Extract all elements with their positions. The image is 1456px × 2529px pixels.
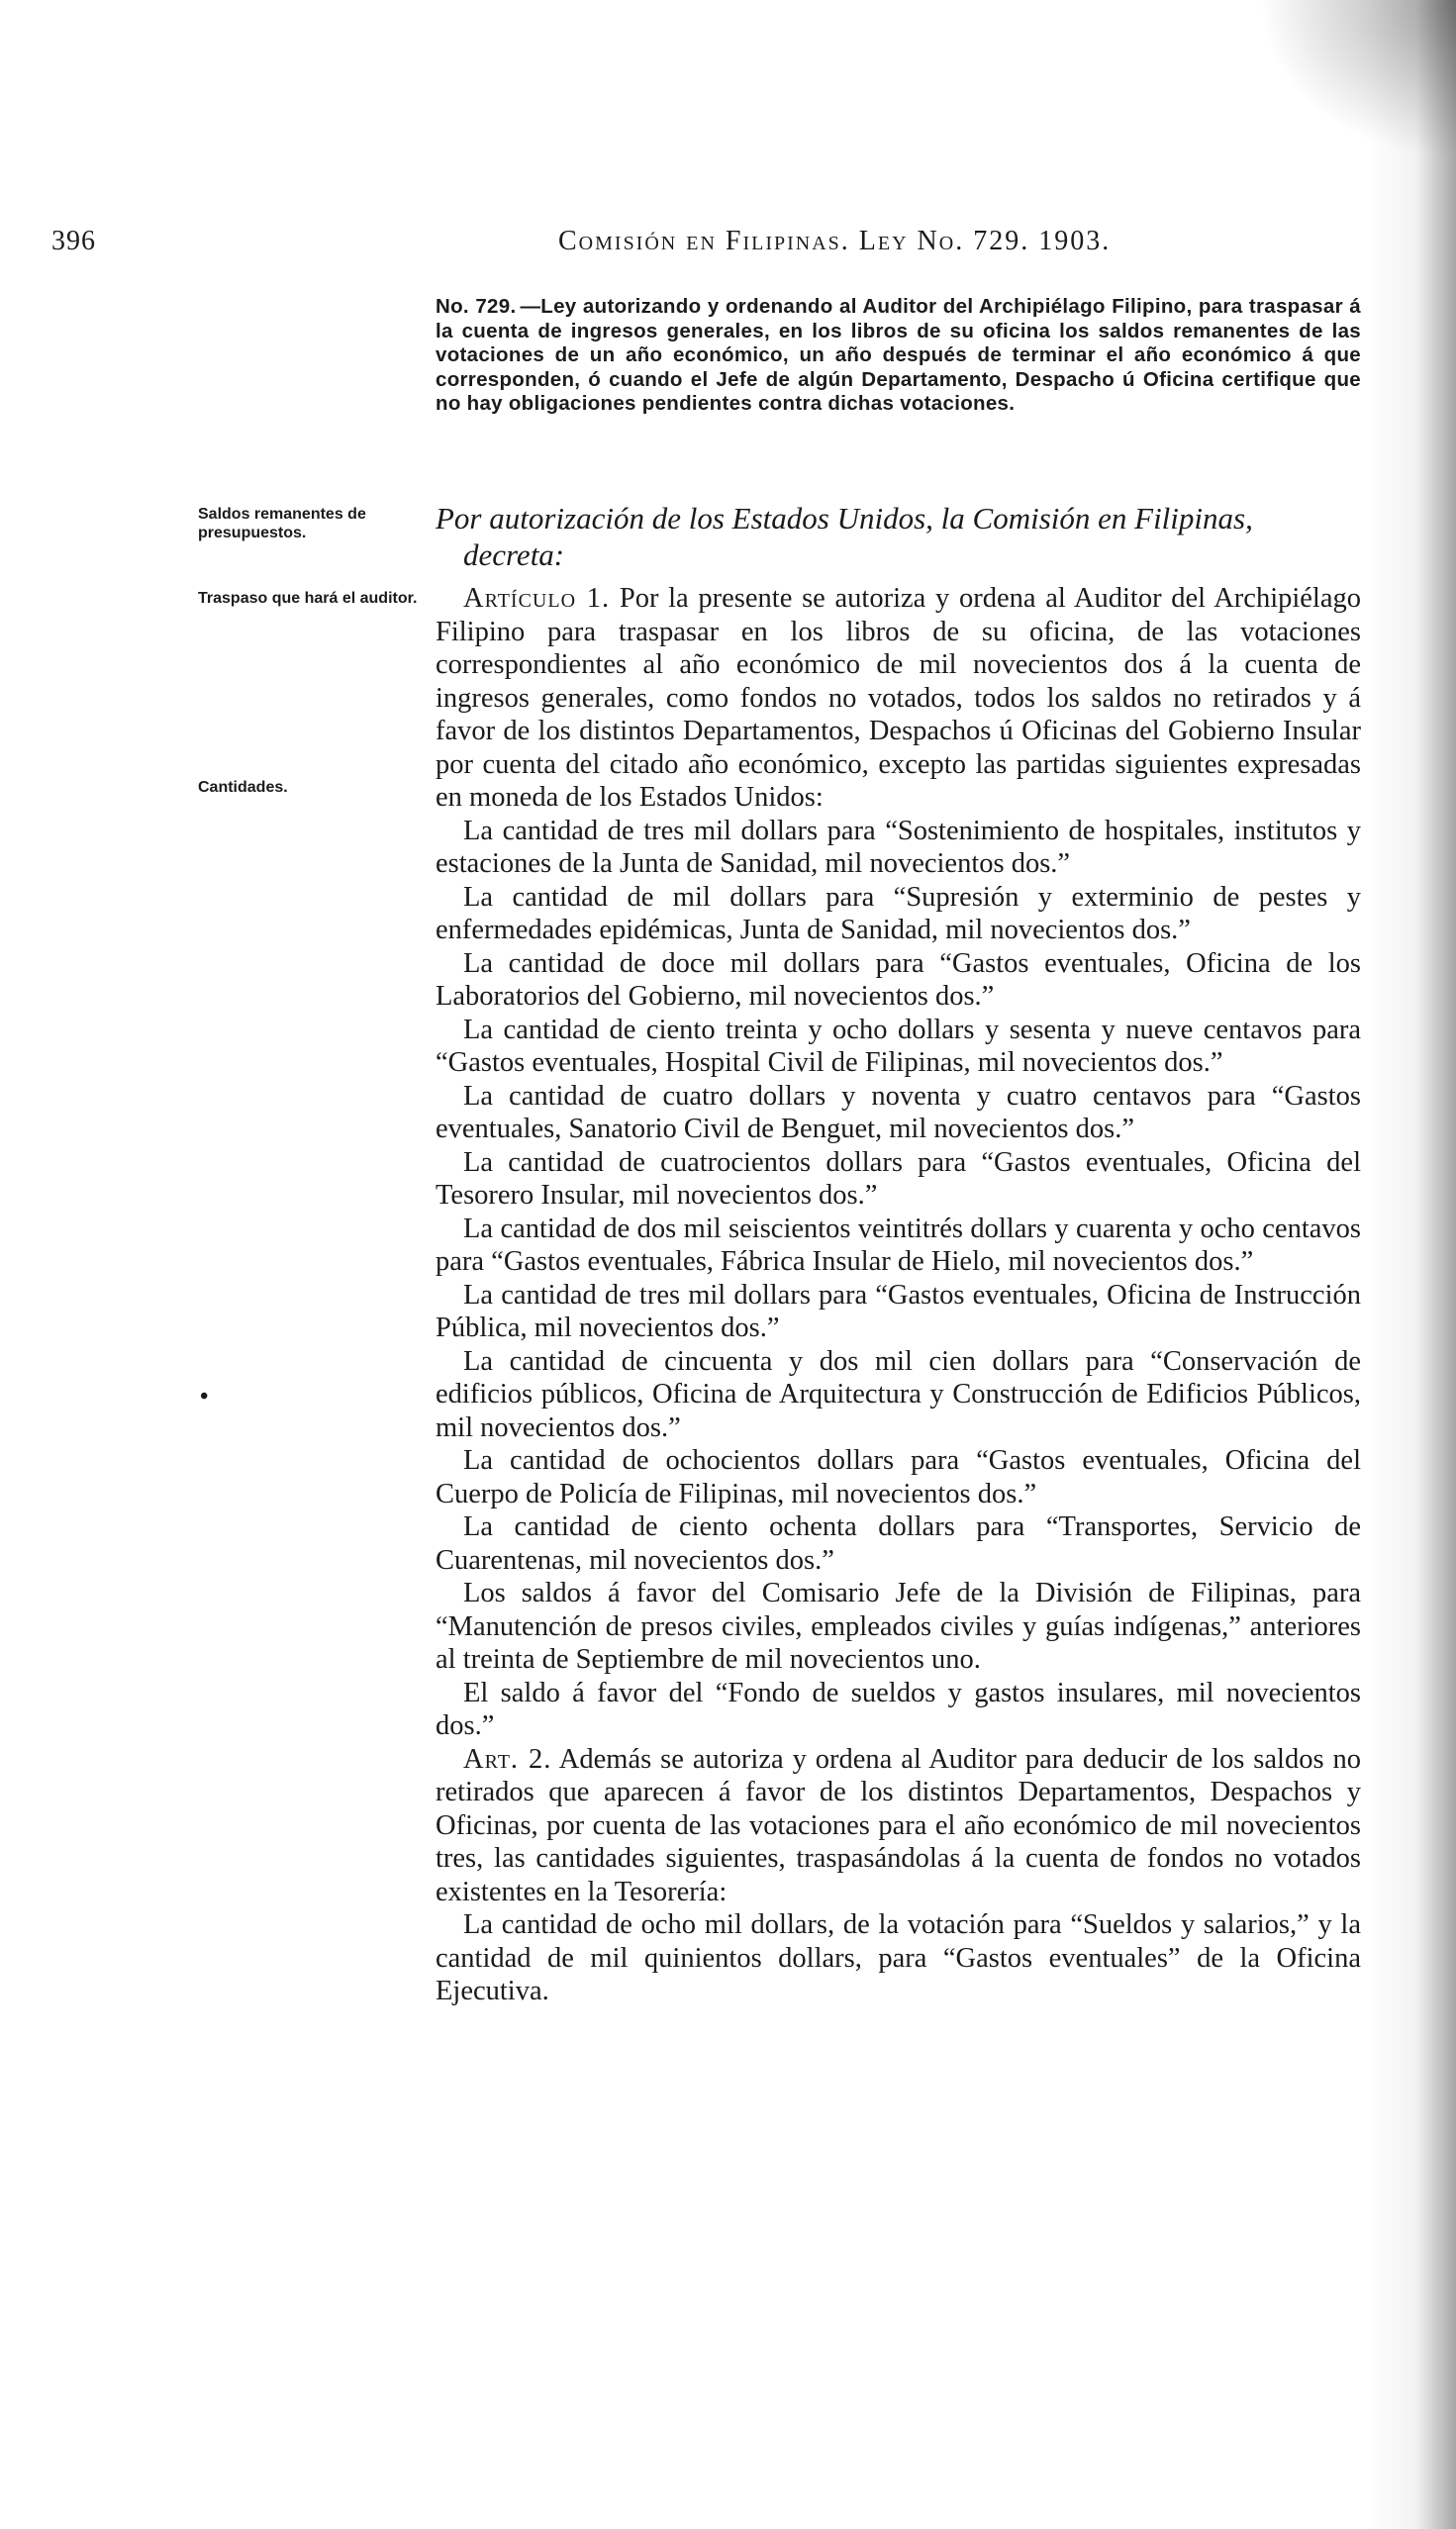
scan-corner-shadow [1258, 0, 1456, 158]
list-item: El saldo á favor del “Fondo de sueldos y gastos insulares, mil novecientos dos.” [436, 1677, 1361, 1741]
list-item: La cantidad de cuatro dollars y noventa y cuatro centavos para “Gastos eventuales, Sanatorio Civil de Benguet, mil novecientos dos.” [436, 1080, 1361, 1144]
list-item: La cantidad de ochocientos dollars para “Gastos eventuales, Oficina del Cuerpo de Policía de Filipinas, mil novecientos dos.” [436, 1445, 1361, 1509]
articles-body [436, 582, 1361, 2008]
article-1 [436, 582, 1361, 815]
sidenote-traspaso: Traspaso que hará el auditor. [198, 590, 418, 607]
margin-dot-mark: • [200, 1384, 209, 1410]
list-item: La cantidad de dos mil seiscientos veintitrés dollars y cuarenta y ocho centavos para “Gastos eventuales, Fábrica Insular de Hielo, mil novecientos dos.” [436, 1213, 1361, 1277]
list-item: La cantidad de cincuenta y dos mil cien dollars para “Conservación de edificios públicos, Oficina de Arquitectura y Construcción de Edificios Públicos, mil novecientos dos.” [436, 1345, 1361, 1443]
list-item: La cantidad de ciento ochenta dollars para “Transportes, Servicio de Cuarentenas, mil novecientos dos.” [436, 1511, 1361, 1576]
enacting-clause [436, 500, 1361, 573]
article-1-label: Artículo 1. [463, 583, 611, 614]
law-summary-text: —Ley autorizando y ordenando al Auditor del Archipiélago Filipino, para traspasar á la cuenta de ingresos generales, en los libros de su oficina los saldos remanentes de las votaciones de un año económico, un año después de terminar el año económico á que corresponden, ó cuando el Jefe de algún Departamento, Despacho ú Oficina certifique que no hay obligaciones pendientes contra dichas votaciones. [436, 295, 1361, 415]
article-2-text: Además se autoriza y ordena al Auditor para deducir de los saldos no retirados que aparecen á favor de los distintos Departamentos, Despachos y Oficinas, por cuenta de las votaciones para el año económico de mil novecientos tres, las cantidades siguientes, traspasándolas á la cuenta de fondos no votados existentes en la Tesorería: [436, 1743, 1362, 1907]
list-item: La cantidad de ciento treinta y ocho dollars y sesenta y nueve centavos para “Gastos eventuales, Hospital Civil de Filipinas, mil novecientos dos.” [436, 1014, 1361, 1078]
article-1-text: Por la presente se autoriza y ordena al Auditor del Archipiélago Filipino para traspasar en los libros de su oficina, de las votaciones correspondientes al año económico de mil novecientos dos á la cuenta de ingresos generales, como fondos no votados, todos los saldos no retirados y á favor de los distintos Departamentos, Despachos ú Oficinas del Gobierno Insular por cuenta del citado año económico, excepto las partidas siguientes expresadas en moneda de los Estados Unidos: [436, 583, 1362, 813]
article-2-label: Art. 2. [463, 1743, 552, 1775]
running-head-title: Comisión en Filipinas. Ley No. 729. 1903. [558, 226, 1112, 256]
article-2 [436, 1743, 1361, 1909]
law-summary [436, 295, 1361, 417]
enacting-line-1: Por autorización de los Estados Unidos, la Comisión en Filipinas, [436, 501, 1253, 535]
list-item: La cantidad de ocho mil dollars, de la votación para “Sueldos y salarios,” y la cantidad de mil quinientos dollars, para “Gastos eventuales” de la Oficina Ejecutiva. [436, 1909, 1361, 2006]
list-item: La cantidad de doce mil dollars para “Gastos eventuales, Oficina de los Laboratorios del Gobierno, mil novecientos dos.” [436, 947, 1361, 1012]
list-item: Los saldos á favor del Comisario Jefe de la División de Filipinas, para “Manutención de presos civiles, empleados civiles y guías indígenas,” anteriores al treinta de Septiembre de mil novecientos uno. [436, 1578, 1361, 1675]
sidenote-saldos: Saldos remanentes de presupuestos. [198, 506, 366, 541]
scan-edge-shadow [1367, 0, 1456, 2529]
list-item: La cantidad de tres mil dollars para “Gastos eventuales, Oficina de Instrucción Pública, mil novecientos dos.” [436, 1279, 1361, 1343]
list-item: La cantidad de mil dollars para “Supresión y exterminio de pestes y enfermedades epidémicas, Junta de Sanidad, mil novecientos dos.” [436, 881, 1361, 945]
enacting-line-2: decreta: [463, 537, 565, 572]
law-number: No. 729. [436, 295, 517, 318]
sidenote-cantidades: Cantidades. [198, 779, 288, 796]
list-item: La cantidad de cuatrocientos dollars para “Gastos eventuales, Oficina del Tesorero Insular, mil novecientos dos.” [436, 1146, 1361, 1211]
page-number: 396 [51, 226, 96, 256]
list-item: La cantidad de tres mil dollars para “Sostenimiento de hospitales, institutos y estaciones de la Junta de Sanidad, mil novecientos dos.” [436, 815, 1361, 879]
